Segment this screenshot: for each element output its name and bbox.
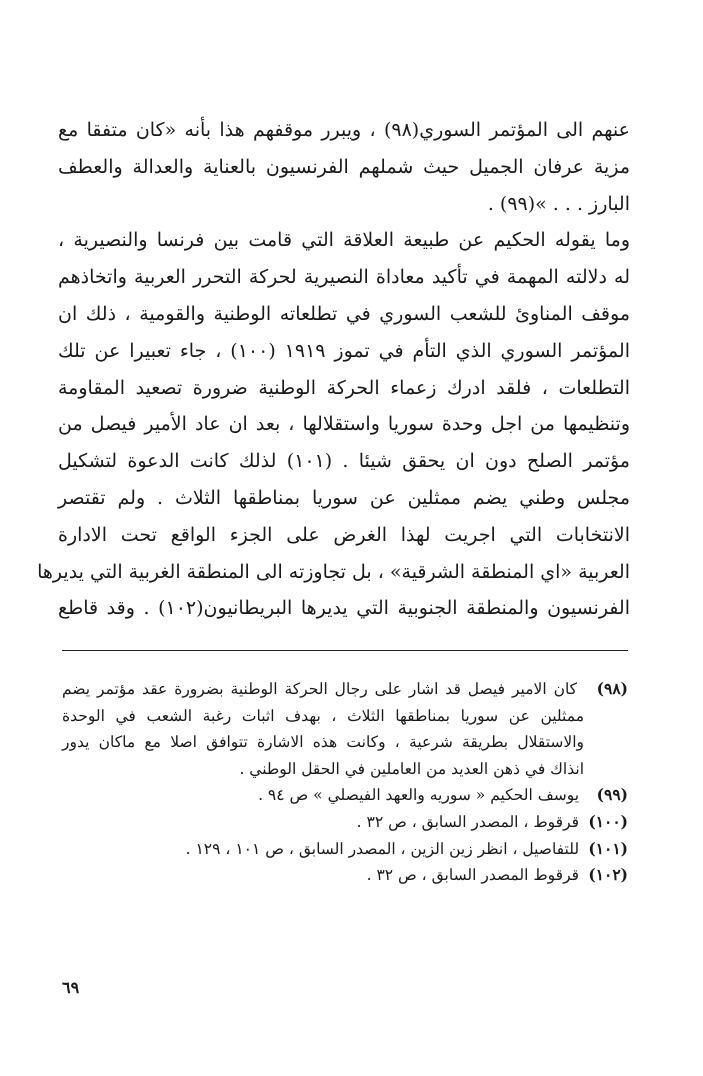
footnote-100 — [62, 809, 628, 836]
footnotes — [62, 676, 628, 889]
footnote-text: يوسف الحكيم « سوريه والعهد الفيصلي » ص ٩٤ . — [258, 786, 580, 805]
text-line: العربية «اي المنطقة الشرقية» ، بل تجاوزته الى المنطقة الغربية التي يديرها — [37, 560, 630, 583]
footnote-99 — [62, 782, 628, 809]
footnote-divider — [62, 650, 628, 651]
text-line: الفرنسيون والمنطقة الجنوبية التي يديرها البريطانيون(١٠٢) . وقد قاطع — [58, 597, 630, 620]
text-line: مجلس وطني يضم ممثلين عن سوريا بمناطقها الثلاث . ولم تقتصر — [58, 486, 630, 509]
text-line: وما يقوله الحكيم عن طبيعة العلاقة التي قامت بين فرنسا والنصيرية ، — [58, 229, 630, 252]
text-line: التطلعات ، فلقد ادرك زعماء الحركة الوطنية ضرورة تصعيد المقاومة — [58, 376, 630, 399]
text-line: المؤتمر السوري الذي التأم في تموز ١٩١٩ (١٠٠) ، جاء تعبيرا عن تلك — [58, 339, 630, 362]
footnote-98-continued: انذاك في ذهن العديد من العاملين في الحقل الوطني . — [239, 759, 584, 778]
footnote-text: للتفاصيل ، انظر زين الزين ، المصدر السابق ، ص ١٠١ ، ١٢٩ . — [185, 839, 580, 858]
footnote-number: (١٠٠) — [588, 811, 628, 831]
text-line: الانتخابات التي اجريت لهذا الغرض على الجزء الواقع تحت الادارة — [58, 523, 630, 546]
footnote-number: (١٠٢) — [588, 865, 628, 885]
footnote-text: قرقوط المصدر السابق ، ص ٣٢ . — [366, 866, 580, 885]
text-line: موقف المناوئ للشعب السوري في تطلعاته الوطنية والقومية ، ذلك ان — [58, 302, 630, 325]
footnote-98-continued: والاستقلال بطريقة شرعية ، وكانت هذه الاشارة تتوافق اصلا مع ماكان يدور — [62, 733, 584, 752]
footnote-number: (١٠١) — [588, 838, 628, 858]
text-line: مؤتمر الصلح دون ان يحقق شيئا . (١٠١) لذلك كانت الدعوة لتشكيل — [58, 450, 630, 473]
footnote-98 — [62, 676, 628, 703]
footnote-number: (٩٨) — [596, 679, 628, 698]
footnote-102 — [62, 862, 628, 889]
footnote-101 — [62, 836, 628, 863]
footnote-98-continued: ممثلين عن سوريا بمناطقها الثلاث ، بهدف اثبات رغبة الشعب في الوحدة — [62, 706, 584, 725]
page-number: ٦٩ — [62, 978, 80, 997]
main-text — [37, 112, 630, 627]
text-line: عنهم الى المؤتمر السوري(٩٨) ، ويبرر موقفهم هذا بأنه «كان متفقا مع — [58, 119, 630, 141]
text-line: البارز . . . »(٩٩) . — [487, 192, 630, 215]
text-line: له دلالته المهمة في تأكيد معاداة النصيرية لحركة التحرر العربية واتخاذهم — [58, 266, 630, 289]
footnote-text: قرقوط ، المصدر السابق ، ص ٣٢ . — [356, 812, 580, 831]
text-line: وتنظيمها من اجل وحدة سوريا واستقلالها ، بعد ان عاد الأمير فيصل من — [58, 413, 630, 436]
footnote-text: كان الامير فيصل قد اشار على رجال الحركة الوطنية بضرورة عقد مؤتمر يضم — [62, 680, 578, 698]
text-line: مزية عرفان الجميل حيث شملهم الفرنسيون بالعناية والعدالة والعطف — [58, 155, 630, 178]
footnote-number: (٩٩) — [596, 785, 628, 805]
